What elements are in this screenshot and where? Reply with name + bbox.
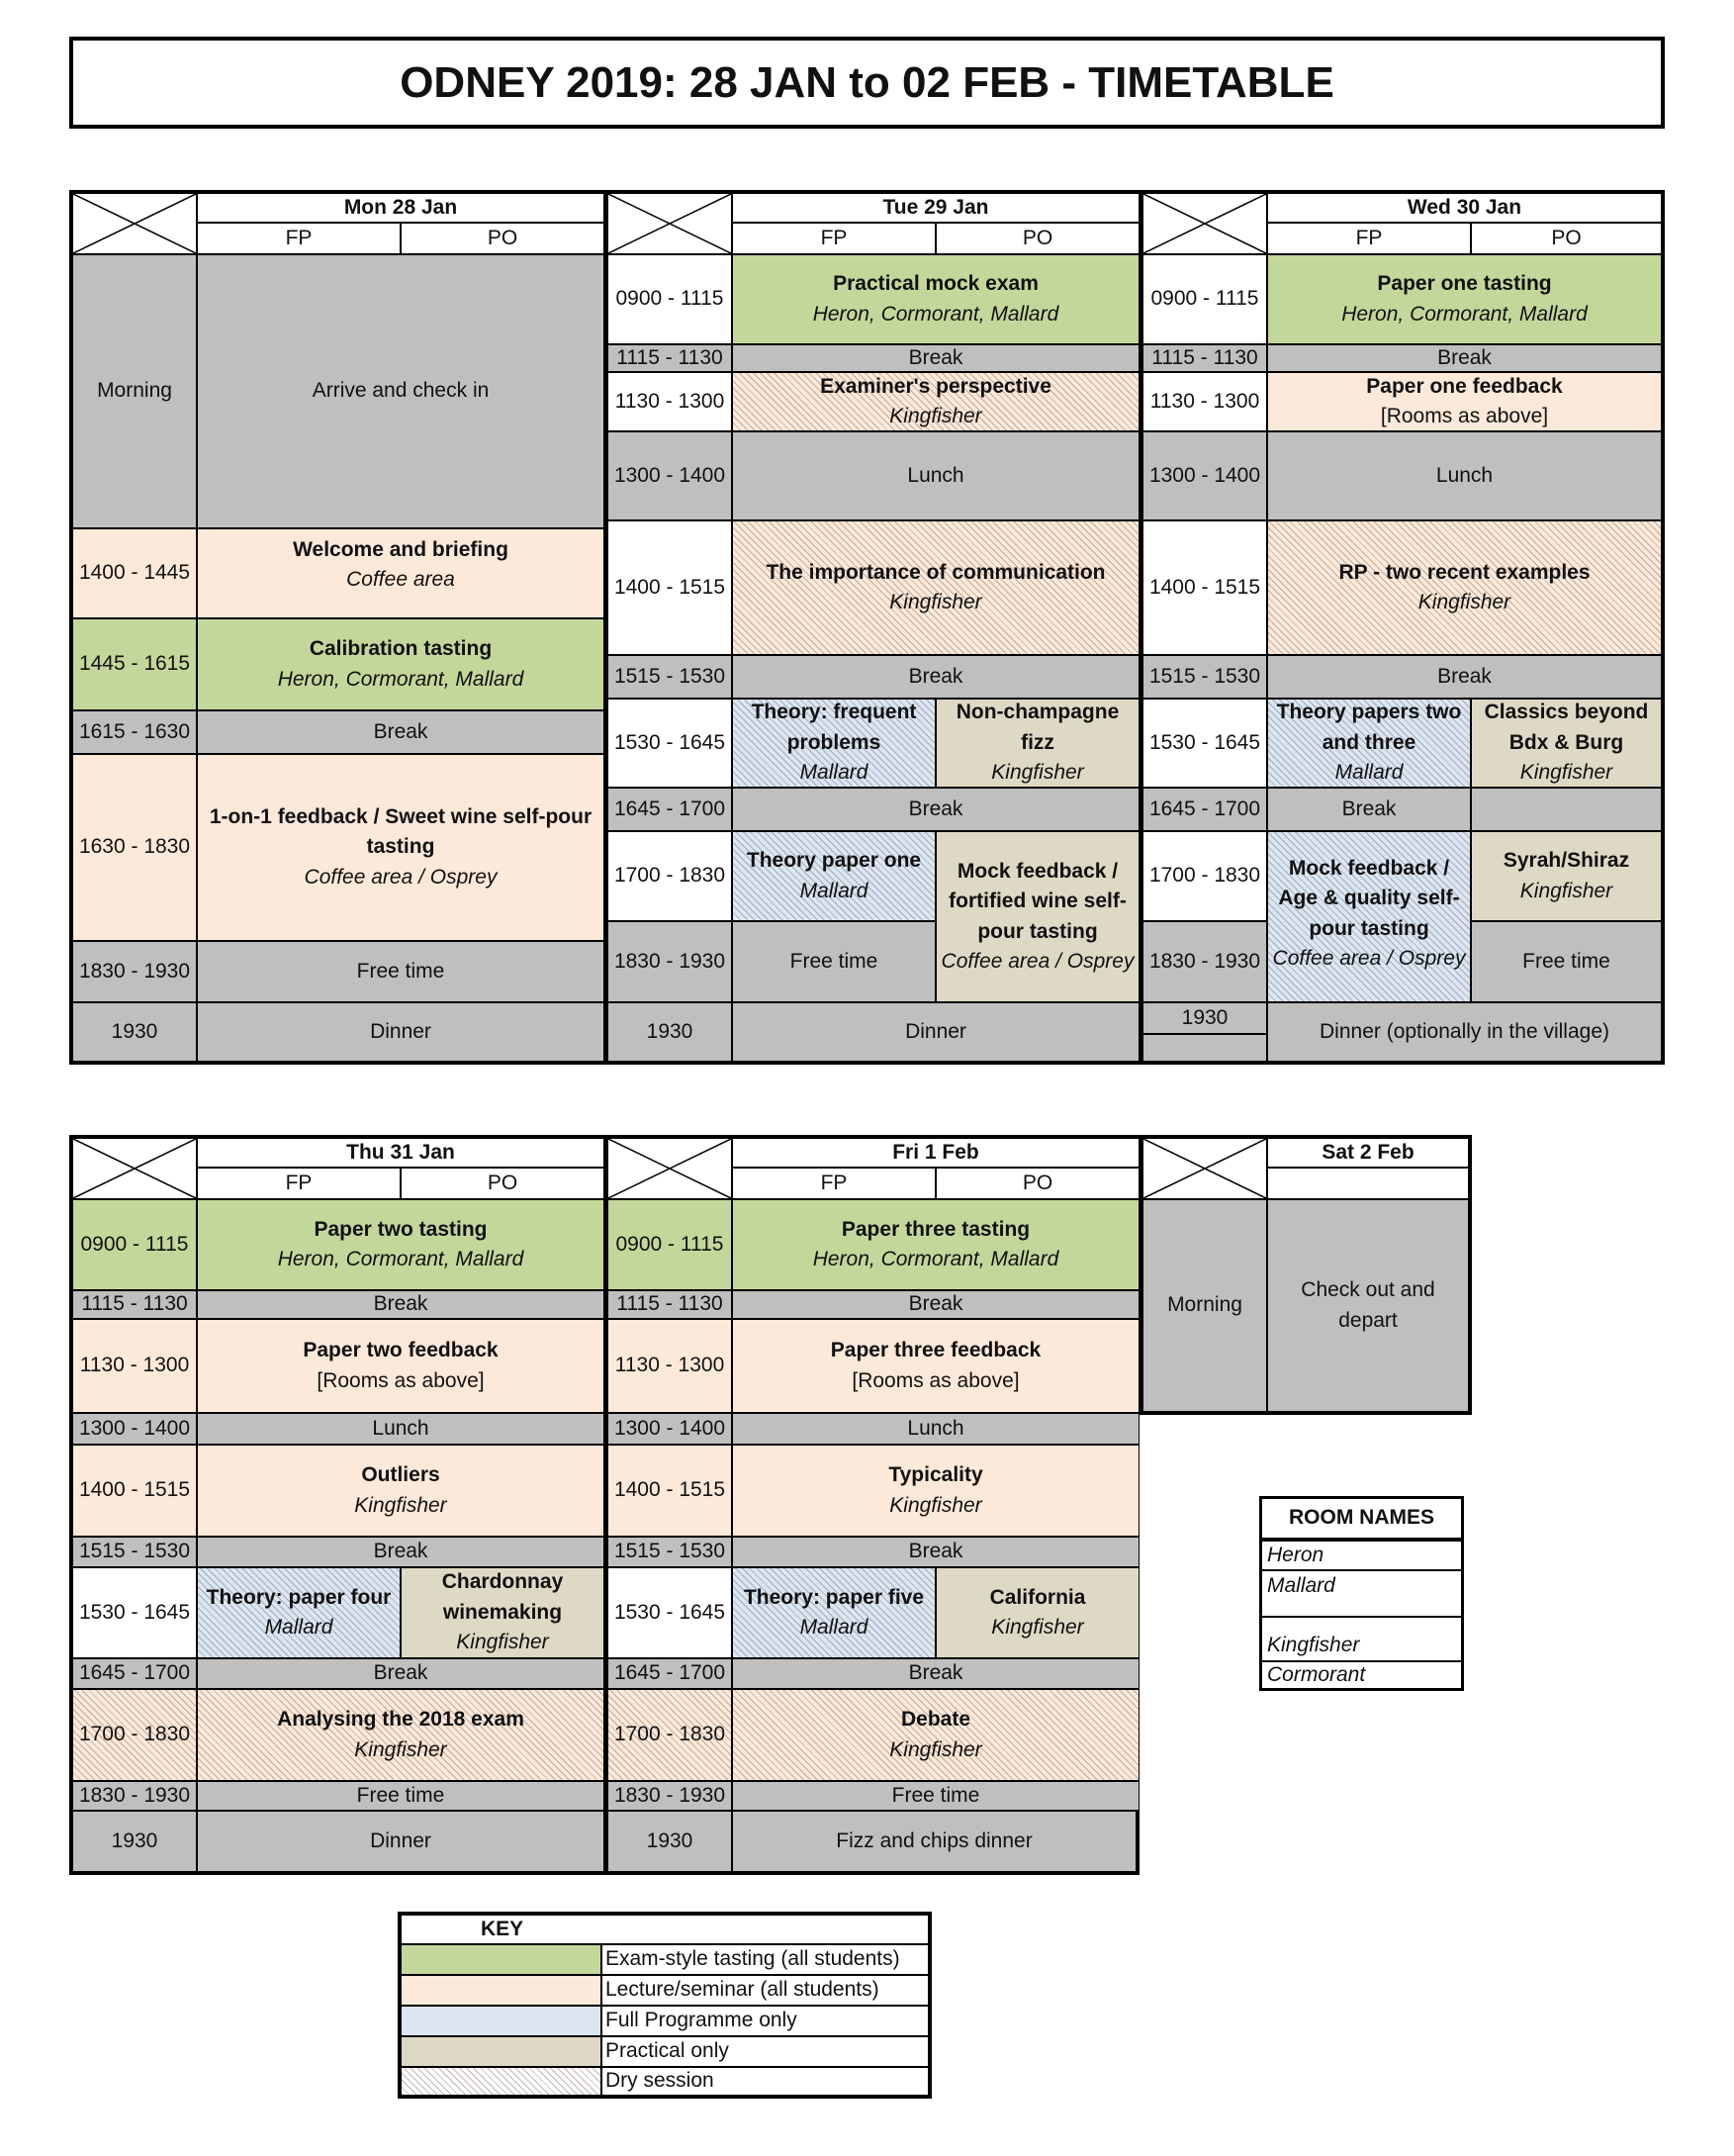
time-cell: 0900 - 1115: [1140, 254, 1267, 344]
session-break: Break: [1267, 344, 1665, 372]
time-cell: 1645 - 1700: [69, 1658, 197, 1689]
session-theory-two-three: Theory papers two and three Mallard: [1267, 699, 1471, 788]
time-cell: 1300 - 1400: [69, 1413, 197, 1445]
empty-cell: [1471, 788, 1665, 831]
col-po: PO: [401, 223, 604, 254]
session-dinner: Dinner: [732, 1002, 1140, 1065]
session-analysing-2018: Analysing the 2018 exam Kingfisher: [197, 1689, 604, 1781]
time-cell: Morning: [69, 254, 197, 528]
key-swatch-exam: [398, 1944, 601, 1975]
key-label: Practical only: [601, 2036, 932, 2067]
time-cell: 1700 - 1830: [604, 831, 732, 921]
session-break: Break: [197, 710, 604, 754]
key-label: Dry session: [601, 2067, 932, 2099]
session-break: Break: [1267, 788, 1471, 831]
session-dinner: Dinner: [197, 1002, 604, 1065]
session-break: Break: [732, 655, 1140, 699]
session-rp-examples: RP - two recent examples Kingfisher: [1267, 520, 1665, 655]
key-title: KEY: [398, 1912, 932, 1944]
time-cell: 1400 - 1515: [604, 1445, 732, 1537]
day-header: Tue 29 Jan: [732, 190, 1140, 223]
time-cell: 1530 - 1645: [604, 699, 732, 788]
session-paper-one-feedback: Paper one feedback [Rooms as above]: [1267, 372, 1665, 431]
key-swatch-full-programme: [398, 2006, 601, 2036]
time-cell: 1515 - 1530: [69, 1537, 197, 1567]
time-cell: 1930: [69, 1811, 197, 1875]
session-lunch: Lunch: [1267, 431, 1665, 520]
time-cell: 1645 - 1700: [1140, 788, 1267, 831]
time-cell: 0900 - 1115: [604, 1199, 732, 1290]
session-dinner: Dinner: [197, 1811, 604, 1875]
session-paper-three-feedback: Paper three feedback [Rooms as above]: [732, 1319, 1140, 1413]
session-free: Free time: [1471, 921, 1665, 1002]
time-cell: 1830 - 1930: [69, 941, 197, 1002]
session-lunch: Lunch: [197, 1413, 604, 1445]
time-cell: 1115 - 1130: [1140, 344, 1267, 372]
session-paper-two-tasting: Paper two tasting Heron, Cormorant, Mallard: [197, 1199, 604, 1290]
time-cell: 1400 - 1515: [604, 520, 732, 655]
time-cell: 0900 - 1115: [69, 1199, 197, 1290]
session-debate: Debate Kingfisher: [732, 1689, 1140, 1781]
session-theory-paper-one: Theory paper one Mallard: [732, 831, 936, 921]
session-checkout: Check out and depart: [1267, 1199, 1472, 1415]
session-practical-mock: Practical mock exam Heron, Cormorant, Mallard: [732, 254, 1140, 344]
room-name: Cormorant: [1259, 1661, 1464, 1691]
col-fp: FP: [732, 223, 936, 254]
time-cell: 1830 - 1930: [1140, 921, 1267, 1002]
session-syrah: Syrah/Shiraz Kingfisher: [1471, 831, 1665, 921]
time-cell: 0900 - 1115: [604, 254, 732, 344]
time-cell: 1630 - 1830: [69, 754, 197, 941]
key-label: Exam-style tasting (all students): [601, 1944, 932, 1975]
session-mock-feedback: Mock feedback / fortified wine self-pour tasting Coffee area / Osprey: [936, 831, 1140, 1002]
col-fp: FP: [197, 223, 401, 254]
room-name: Mallard: [1259, 1570, 1464, 1617]
time-cell: 1700 - 1830: [69, 1689, 197, 1781]
time-cell: 1445 - 1615: [69, 618, 197, 710]
cross-cell: [604, 1135, 732, 1199]
session-free: Free time: [732, 1781, 1140, 1811]
time-cell: 1130 - 1300: [604, 372, 732, 431]
time-cell: 1830 - 1930: [604, 1781, 732, 1811]
session-theory-paper-five: Theory: paper five Mallard: [732, 1567, 936, 1658]
session-examiners-perspective: Examiner's perspective Kingfisher: [732, 372, 1140, 431]
cross-cell: [604, 190, 732, 254]
session-break: Break: [732, 344, 1140, 372]
session-free: Free time: [732, 921, 936, 1002]
time-cell: 1300 - 1400: [1140, 431, 1267, 520]
key-label: Full Programme only: [601, 2006, 932, 2036]
session-break: Break: [197, 1290, 604, 1319]
room-name: Heron: [1259, 1541, 1464, 1570]
time-cell: 1115 - 1130: [604, 1290, 732, 1319]
time-cell: 1930: [1140, 1002, 1267, 1034]
session-free: Free time: [197, 941, 604, 1002]
cross-cell: [69, 1135, 197, 1199]
key-swatch-lecture: [398, 1975, 601, 2006]
key-swatch-practical: [398, 2036, 601, 2067]
session-theory-paper-four: Theory: paper four Mallard: [197, 1567, 401, 1658]
time-cell: 1130 - 1300: [69, 1319, 197, 1413]
time-cell: 1115 - 1130: [69, 1290, 197, 1319]
day-header: Fri 1 Feb: [732, 1135, 1140, 1168]
session-theory-frequent: Theory: frequent problems Mallard: [732, 699, 936, 788]
empty-cell: [1267, 1168, 1472, 1199]
time-cell: 1645 - 1700: [604, 788, 732, 831]
session-non-champagne: Non-champagne fizz Kingfisher: [936, 699, 1140, 788]
time-cell: 1515 - 1530: [604, 655, 732, 699]
session-mock-feedback-age: Mock feedback / Age & quality self-pour tasting Coffee area / Osprey: [1267, 831, 1471, 1002]
col-po: PO: [401, 1168, 604, 1199]
session-california: California Kingfisher: [936, 1567, 1140, 1658]
time-cell: 1400 - 1515: [69, 1445, 197, 1537]
col-po: PO: [936, 1168, 1140, 1199]
time-cell: 1300 - 1400: [604, 1413, 732, 1445]
time-cell: 1615 - 1630: [69, 710, 197, 754]
time-cell: 1700 - 1830: [1140, 831, 1267, 921]
room-names-title: ROOM NAMES: [1259, 1496, 1464, 1541]
time-cell: 1645 - 1700: [604, 1658, 732, 1689]
session-break: Break: [1267, 655, 1665, 699]
time-cell: 1530 - 1645: [1140, 699, 1267, 788]
time-cell: 1530 - 1645: [604, 1567, 732, 1658]
session-break: Break: [732, 788, 1140, 831]
key-swatch-dry: [398, 2067, 601, 2099]
col-fp: FP: [1267, 223, 1471, 254]
session-typicality: Typicality Kingfisher: [732, 1445, 1140, 1537]
time-cell: 1530 - 1645: [69, 1567, 197, 1658]
session-chardonnay: Chardonnay winemaking Kingfisher: [401, 1567, 604, 1658]
session-calibration: Calibration tasting Heron, Cormorant, Mallard: [197, 618, 604, 710]
time-cell: 1515 - 1530: [604, 1537, 732, 1567]
cross-cell: [1140, 1135, 1267, 1199]
session-paper-one-tasting: Paper one tasting Heron, Cormorant, Mallard: [1267, 254, 1665, 344]
session-break: Break: [197, 1537, 604, 1567]
time-cell: 1130 - 1300: [1140, 372, 1267, 431]
time-cell: 1400 - 1515: [1140, 520, 1267, 655]
session-break: Break: [732, 1537, 1140, 1567]
session-dinner: Fizz and chips dinner: [732, 1811, 1140, 1875]
empty-cell: [1140, 1034, 1267, 1065]
time-cell: 1700 - 1830: [604, 1689, 732, 1781]
time-cell: 1830 - 1930: [69, 1781, 197, 1811]
col-po: PO: [936, 223, 1140, 254]
time-cell: 1115 - 1130: [604, 344, 732, 372]
cross-cell: [1140, 190, 1267, 254]
session-feedback: 1-on-1 feedback / Sweet wine self-pour tasting Coffee area / Osprey: [197, 754, 604, 941]
time-cell: 1130 - 1300: [604, 1319, 732, 1413]
session-welcome: Welcome and briefing Coffee area: [197, 528, 604, 618]
session-free: Free time: [197, 1781, 604, 1811]
col-po: PO: [1471, 223, 1665, 254]
time-cell: 1930: [69, 1002, 197, 1065]
time-cell: 1515 - 1530: [1140, 655, 1267, 699]
time-cell: 1300 - 1400: [604, 431, 732, 520]
session-lunch: Lunch: [732, 431, 1140, 520]
time-cell: 1930: [604, 1002, 732, 1065]
col-fp: FP: [197, 1168, 401, 1199]
cross-cell: [69, 190, 197, 254]
session-paper-two-feedback: Paper two feedback [Rooms as above]: [197, 1319, 604, 1413]
session-outliers: Outliers Kingfisher: [197, 1445, 604, 1537]
session-break: Break: [732, 1290, 1140, 1319]
session-arrive: Arrive and check in: [197, 254, 604, 528]
key-label: Lecture/seminar (all students): [601, 1975, 932, 2006]
session-break: Break: [732, 1658, 1140, 1689]
day-header: Sat 2 Feb: [1267, 1135, 1472, 1168]
day-header: Mon 28 Jan: [197, 190, 604, 223]
col-fp: FP: [732, 1168, 936, 1199]
session-dinner: Dinner (optionally in the village): [1267, 1002, 1665, 1065]
session-break: Break: [197, 1658, 604, 1689]
time-cell: 1830 - 1930: [604, 921, 732, 1002]
room-name: Kingfisher: [1259, 1617, 1464, 1661]
time-cell: 1930: [604, 1811, 732, 1875]
session-lunch: Lunch: [732, 1413, 1140, 1445]
time-cell: 1400 - 1445: [69, 528, 197, 618]
time-cell: Morning: [1140, 1199, 1267, 1415]
page-title: ODNEY 2019: 28 JAN to 02 FEB - TIMETABLE: [69, 37, 1665, 129]
session-classics: Classics beyond Bdx & Burg Kingfisher: [1471, 699, 1665, 788]
session-communication: The importance of communication Kingfisher: [732, 520, 1140, 655]
day-header: Wed 30 Jan: [1267, 190, 1665, 223]
session-paper-three-tasting: Paper three tasting Heron, Cormorant, Mallard: [732, 1199, 1140, 1290]
day-header: Thu 31 Jan: [197, 1135, 604, 1168]
